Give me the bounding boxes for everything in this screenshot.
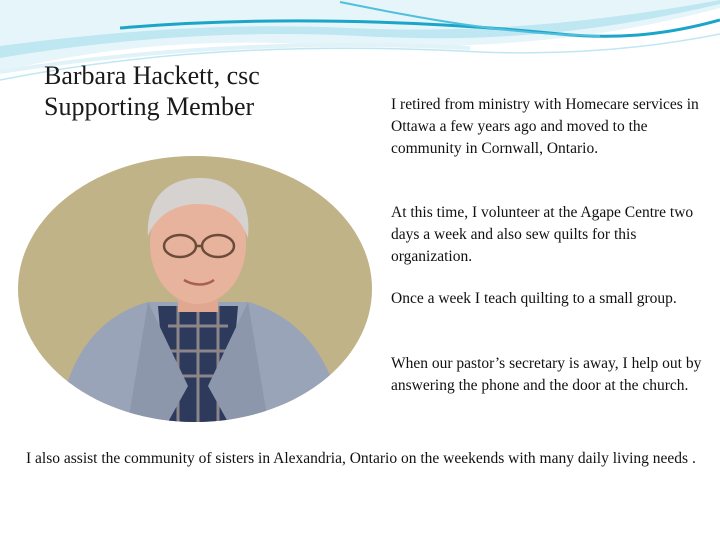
title-name: Barbara Hackett, csc	[44, 61, 260, 90]
slide-title	[44, 60, 334, 122]
title-role: Supporting Member	[44, 92, 255, 121]
paragraph-church-help: When our pastor’s secretary is away, I help out by answering the phone and the door at the church.	[391, 355, 702, 394]
paragraph-community-sisters: I also assist the community of sisters in Alexandria, Ontario on the weekends with many daily living needs .	[26, 450, 696, 467]
portrait-photo	[18, 156, 372, 422]
portrait-illustration	[18, 156, 372, 422]
paragraph-volunteer: At this time, I volunteer at the Agape Centre two days a week and also sew quilts for this organization.	[391, 204, 694, 265]
paragraph-retirement: I retired from ministry with Homecare services in Ottawa a few years ago and moved to the community in Cornwall, Ontario.	[391, 96, 699, 157]
paragraph-quilting: Once a week I teach quilting to a small group.	[391, 290, 677, 307]
